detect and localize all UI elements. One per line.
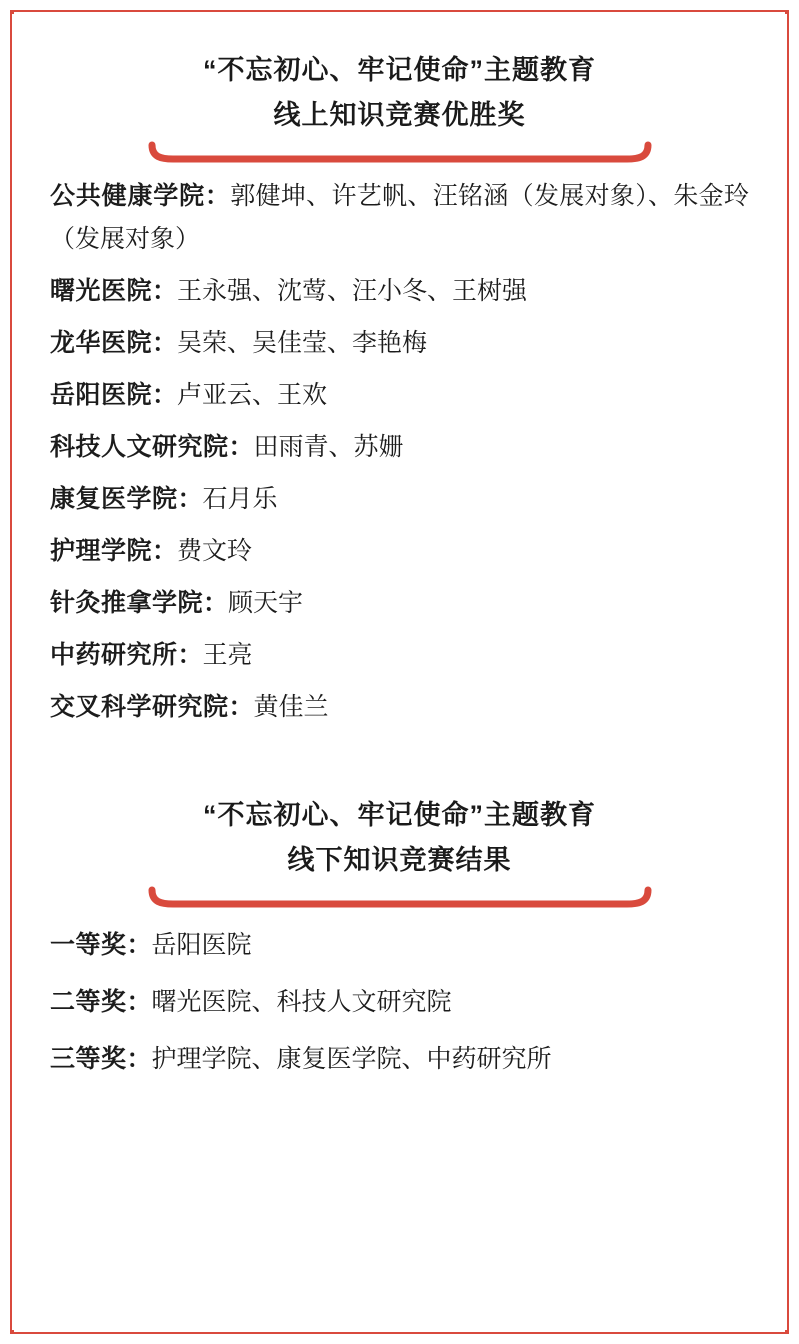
list-item [50,374,749,417]
entry-separator: ： [152,381,178,410]
entry-label: 一等奖 [50,931,127,960]
title-underline-decoration [50,886,749,908]
entry-names: 顾天宇 [228,589,304,618]
list-item [50,981,749,1024]
entry-names: 田雨青、苏姗 [253,433,404,462]
entry-label: 曙光医院 [50,277,153,306]
entry-separator: ： [177,641,203,670]
list-item [50,322,749,365]
list-item [50,478,749,521]
entry-label: 科技人文研究院 [50,433,229,462]
entry-separator: ： [152,277,178,306]
entry-names: 护理学院、康复医学院、中药研究所 [151,1045,552,1074]
page-border-frame [10,10,789,1334]
section-offline-contest [50,783,749,1081]
entry-separator: ： [228,693,254,722]
list-item [50,686,749,729]
award-list-offline [50,924,749,1081]
section-online-contest [50,38,749,729]
section-title-offline [50,783,749,882]
entry-names: 卢亚云、王欢 [177,381,328,410]
entry-separator: ： [152,329,178,358]
entry-separator: ： [126,1045,152,1074]
entry-label: 护理学院 [50,537,153,566]
entry-label: 交叉科学研究院 [50,693,229,722]
list-item [50,530,749,573]
section-title-line-1: “不忘初心、牢记使命”主题教育 [203,55,596,85]
section-title-line-1: “不忘初心、牢记使命”主题教育 [203,800,596,831]
entry-separator: ： [228,433,254,462]
entry-label: 岳阳医院 [50,381,153,410]
document-content [12,12,787,1332]
list-item [50,1038,749,1081]
entry-label: 康复医学院 [50,485,178,514]
list-item [50,175,749,261]
list-item [50,270,749,313]
entry-names: 吴荣、吴佳莹、李艳梅 [177,329,428,358]
section-title-online [50,38,749,137]
section-title-line-2: 线上知识竞赛优胜奖 [273,99,526,130]
entry-separator: ： [203,589,229,618]
entry-names: 石月乐 [202,485,278,514]
list-item [50,582,749,625]
entry-names: 岳阳医院 [151,931,252,960]
entry-separator: ： [126,931,152,960]
section-title-line-2: 线下知识竞赛结果 [287,844,512,875]
list-item [50,426,749,469]
title-underline-decoration [50,141,749,163]
entry-names: 王永强、沈莺、汪小冬、王树强 [177,277,528,306]
entry-names: 郭健坤、许艺帆、汪铭涵（发展对象）、朱金玲（发展对象） [50,182,749,254]
entry-names: 费文玲 [177,537,253,566]
entry-separator: ： [204,182,231,211]
entry-names: 曙光医院、科技人文研究院 [151,988,452,1017]
list-item [50,924,749,967]
entry-label: 龙华医院 [50,329,153,358]
entry-separator: ： [126,988,152,1017]
entry-label: 二等奖 [50,988,127,1017]
award-list-online [50,175,749,729]
entry-label: 中药研究所 [50,641,178,670]
entry-label: 公共健康学院 [50,182,205,211]
list-item [50,634,749,677]
entry-separator: ： [177,485,203,514]
entry-names: 王亮 [202,641,253,670]
entry-names: 黄佳兰 [253,693,329,722]
entry-separator: ： [152,537,178,566]
entry-label: 三等奖 [50,1045,127,1074]
entry-label: 针灸推拿学院 [50,589,204,618]
